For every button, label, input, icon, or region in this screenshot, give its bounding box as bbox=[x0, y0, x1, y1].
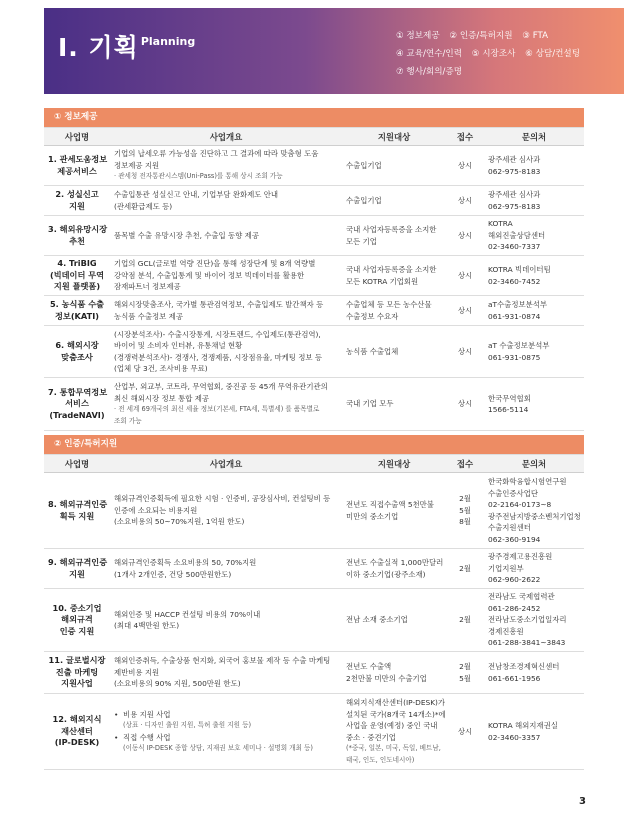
nav-item-fta[interactable]: ③ FTA bbox=[522, 31, 548, 41]
program-name: 4. TriBIG (빅데이터 무역 지원 플랫폼) bbox=[44, 256, 110, 296]
nav-row bbox=[396, 27, 587, 45]
program-desc bbox=[110, 694, 342, 770]
chapter-nav bbox=[396, 27, 587, 81]
program-target: 전년도 수출실적 1,000만달러 이하 중소기업(광주소재) bbox=[342, 549, 446, 589]
nav-item-info[interactable]: ① 정보제공 bbox=[396, 31, 440, 41]
program-contact: aT수출정보분석부 061-931-0874 bbox=[484, 296, 584, 326]
program-contact: KOTRA 해외진출상담센터 02-3460-7337 bbox=[484, 216, 584, 256]
nav-row bbox=[396, 45, 587, 63]
table-row bbox=[44, 186, 584, 216]
table-row bbox=[44, 589, 584, 652]
table-row bbox=[44, 326, 584, 378]
program-desc: 산업부, 외교부, 코트라, 무역협회, 중진공 등 45개 무역유관기관의 최신 해외시장 정보 통합 제공 · 전 세계 69개국의 최신 세율 정보(기본세, FTA세, 특별세) 를 품목별로 조회 가능 bbox=[110, 378, 342, 431]
program-target: 농식품 수출업체 bbox=[342, 326, 446, 378]
program-name: 12. 해외지식 재산센터 (IP-DESK) bbox=[44, 694, 110, 770]
program-contact: KOTRA 빅데이터팀 02-3460-7452 bbox=[484, 256, 584, 296]
program-intake: 상시 bbox=[446, 256, 484, 296]
col-header-contact: 문의처 bbox=[484, 128, 584, 146]
col-header-desc: 사업개요 bbox=[110, 455, 342, 473]
program-target: 수출입기업 bbox=[342, 146, 446, 186]
program-desc: 수출입통관 성실신고 안내, 기업부담 완화제도 안내 (관세환급제도 등) bbox=[110, 186, 342, 216]
support-list bbox=[114, 709, 338, 755]
program-target: 해외지식재산센터(IP-DESK)가 설치된 국가(8개국 14개소)*에 사업을 운영(예정) 중인 국내 중소 · 중견기업 (*중국, 일본, 미국, 독일, 베트남, 태국, 인도, 인도네시아) bbox=[342, 694, 446, 770]
program-name: 7. 통합무역정보 서비스 (TradeNAVI) bbox=[44, 378, 110, 431]
program-target: 전남 소재 중소기업 bbox=[342, 589, 446, 652]
program-name: 6. 해외시장 맞춤조사 bbox=[44, 326, 110, 378]
chapter-title-main: Ⅰ. 기획 bbox=[58, 33, 139, 62]
section-info bbox=[44, 108, 584, 431]
program-target: 국내 사업자등록증을 소지한 모든 KOTRA 기업회원 bbox=[342, 256, 446, 296]
program-desc: 해외규격인증획득 소요비용의 50, 70%지원 (1개사 2개인증, 건당 500만원한도) bbox=[110, 549, 342, 589]
program-contact: 전라남도 국제협력관 061-286-2452 전라남도중소기업일자리 경제진흥원 061-288-3841~3843 bbox=[484, 589, 584, 652]
nav-item-cert[interactable]: ② 인증/특허지원 bbox=[449, 31, 513, 41]
section-title: ② 인증/특허지원 bbox=[44, 435, 584, 454]
table-header-row bbox=[44, 455, 584, 473]
program-target: 수출업체 등 모든 농수산물 수출정보 수요자 bbox=[342, 296, 446, 326]
section-title: ① 정보제공 bbox=[44, 108, 584, 127]
program-name: 2. 성실신고 지원 bbox=[44, 186, 110, 216]
program-desc: 해외규격인증획득에 필요한 시험 · 인증비, 공장심사비, 컨설팅비 등 인증에 소요되는 비용지원 (소요비용의 50~70%지원, 1억원 한도) bbox=[110, 473, 342, 549]
table-row bbox=[44, 216, 584, 256]
program-intake: 상시 bbox=[446, 186, 484, 216]
program-target: 전년도 직접수출액 5천만불 미만의 중소기업 bbox=[342, 473, 446, 549]
table-row bbox=[44, 296, 584, 326]
program-name: 8. 해외규격인증 획득 지원 bbox=[44, 473, 110, 549]
program-contact: 전남창조경제혁신센터 061-661-1956 bbox=[484, 652, 584, 694]
page-number: 3 bbox=[579, 796, 586, 807]
page-header bbox=[44, 8, 624, 94]
program-contact: 광주세관 심사과 062-975-8183 bbox=[484, 146, 584, 186]
program-target: 국내 기업 모두 bbox=[342, 378, 446, 431]
nav-item-education[interactable]: ④ 교육/연수/인력 bbox=[396, 49, 463, 59]
table-row bbox=[44, 549, 584, 589]
program-desc: 해외인증취득, 수출상품 현지화, 외국어 홍보물 제작 등 수출 마케팅 제반비용 지원 (소요비용의 90% 지원, 500만원 한도) bbox=[110, 652, 342, 694]
program-name: 5. 농식품 수출 정보(KATI) bbox=[44, 296, 110, 326]
table-row bbox=[44, 694, 584, 770]
info-table bbox=[44, 127, 584, 431]
list-item: • 비용 지원 사업 (상표 · 디자인 출원 지원, 특허 출원 지원 등) bbox=[114, 709, 338, 732]
col-header-desc: 사업개요 bbox=[110, 128, 342, 146]
program-target: 전년도 수출액 2천만불 미만의 수출기업 bbox=[342, 652, 446, 694]
program-name: 3. 해외유망시장 추천 bbox=[44, 216, 110, 256]
program-intake: 2월 bbox=[446, 549, 484, 589]
table-row bbox=[44, 378, 584, 431]
table-row bbox=[44, 146, 584, 186]
program-intake: 상시 bbox=[446, 326, 484, 378]
program-desc: 품목별 수출 유망시장 추천, 수출입 동향 제공 bbox=[110, 216, 342, 256]
table-row bbox=[44, 473, 584, 549]
program-intake: 상시 bbox=[446, 296, 484, 326]
program-intake: 상시 bbox=[446, 694, 484, 770]
program-contact: aT 수출정보분석부 061-931-0875 bbox=[484, 326, 584, 378]
nav-row bbox=[396, 63, 587, 81]
col-header-contact: 문의처 bbox=[484, 455, 584, 473]
program-contact: 광주세관 심사과 062-975-8183 bbox=[484, 186, 584, 216]
table-header-row bbox=[44, 128, 584, 146]
program-desc: 해외시장맞춤조사, 국가별 통관검역정보, 수출입제도 발간책자 등 농식품 수출정보 제공 bbox=[110, 296, 342, 326]
chapter-title bbox=[58, 28, 195, 64]
program-intake: 2월 5월 8월 bbox=[446, 473, 484, 549]
program-contact: KOTRA 해외지재권실 02-3460-3357 bbox=[484, 694, 584, 770]
col-header-target: 지원대상 bbox=[342, 455, 446, 473]
program-target: 국내 사업자등록증을 소지한 모든 기업 bbox=[342, 216, 446, 256]
program-intake: 2월 5월 bbox=[446, 652, 484, 694]
col-header-intake: 접수 bbox=[446, 128, 484, 146]
nav-item-events[interactable]: ⑦ 행사/회의/증명 bbox=[396, 67, 463, 77]
program-name: 11. 글로벌시장 진출 마케팅 지원사업 bbox=[44, 652, 110, 694]
nav-item-research[interactable]: ⑤ 시장조사 bbox=[471, 49, 516, 59]
chapter-title-en: Planning bbox=[140, 35, 196, 48]
program-desc: 해외인증 및 HACCP 컨설팅 비용의 70%이내 (최대 4백만원 한도) bbox=[110, 589, 342, 652]
table-row bbox=[44, 256, 584, 296]
cert-table bbox=[44, 454, 584, 770]
program-intake: 상시 bbox=[446, 146, 484, 186]
program-contact: 한국무역협회 1566-5114 bbox=[484, 378, 584, 431]
nav-item-consulting[interactable]: ⑥ 상담/컨설팅 bbox=[525, 49, 581, 59]
program-desc: 기업의 납세오류 가능성을 진단하고 그 결과에 따라 맞춤형 도움 정보제공 지원 · 관세청 전자통관시스템(Uni-Pass)를 통해 상시 조회 가능 bbox=[110, 146, 342, 186]
col-header-name: 사업명 bbox=[44, 128, 110, 146]
program-intake: 상시 bbox=[446, 378, 484, 431]
program-name: 1. 관세도움정보 제공서비스 bbox=[44, 146, 110, 186]
program-contact: 광주경제고용진흥원 기업지원부 062-960-2622 bbox=[484, 549, 584, 589]
program-desc: 기업의 GCL(글로벌 역량 진단)을 통해 성장단계 및 8개 역량별 강약점 분석, 수출입통계 및 바이어 정보 빅데이터를 활용한 잠재파트너 정보제공 bbox=[110, 256, 342, 296]
program-name: 10. 중소기업 해외규격 인증 지원 bbox=[44, 589, 110, 652]
list-item: • 직접 수행 사업 (이동식 IP-DESK 종합 상담, 지재권 보호 세미나 · 설명회 개최 등) bbox=[114, 732, 338, 755]
col-header-name: 사업명 bbox=[44, 455, 110, 473]
section-cert bbox=[44, 435, 584, 770]
program-desc: (시장분석조사)- 수출시장통계, 시장트렌드, 수입제도(통관검역), 바이어 및 소비자 인터뷰, 유통채널 현황 (경쟁력분석조사)- 경쟁사, 경쟁제품, 시장점유율, 마케팅 정보 등 (업체 당 3건, 조사비용 무료) bbox=[110, 326, 342, 378]
program-name: 9. 해외규격인증 지원 bbox=[44, 549, 110, 589]
col-header-target: 지원대상 bbox=[342, 128, 446, 146]
program-intake: 상시 bbox=[446, 216, 484, 256]
program-target: 수출입기업 bbox=[342, 186, 446, 216]
program-intake: 2월 bbox=[446, 589, 484, 652]
col-header-intake: 접수 bbox=[446, 455, 484, 473]
program-contact: 한국화학융합시험연구원 수출인증사업단 02-2164-0173~8 광주전남지방중소벤처기업청 수출지원센터 062-360-9194 bbox=[484, 473, 584, 549]
table-row bbox=[44, 652, 584, 694]
